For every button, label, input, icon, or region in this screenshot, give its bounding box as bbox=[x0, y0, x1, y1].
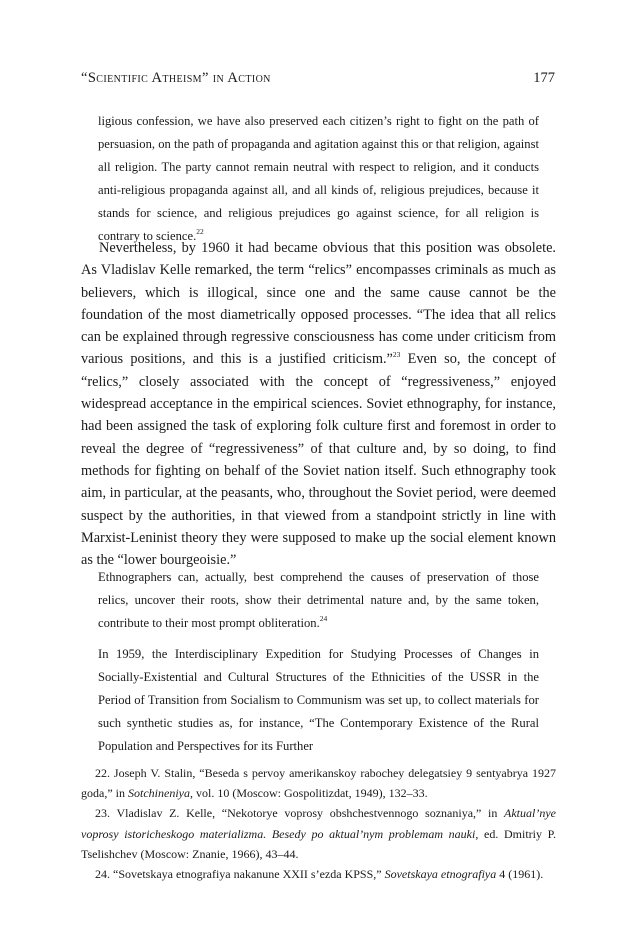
page-number: 177 bbox=[533, 70, 555, 86]
footnotes bbox=[81, 763, 556, 884]
footnote-23: 23. Vladislav Z. Kelle, “Nekotorye voprosy obshchestvennogo soznaniya,” in Aktual’nye voprosy istoricheskogo materializma. Besedy po aktual’nym problemam nauki, ed. Dmitriy P. Tselishchev (Moscow: Znanie, 1966), 43–44. bbox=[81, 806, 556, 861]
block-quote-text: In 1959, the Interdisciplinary Expedition for Studying Processes of Changes in Socially-Existential and Cultural Structures of the Ethnicities of the USSR in the Period of Transition from Socialism to Communism was set up, to collect materials for such synthetic studies as, for instance, “The Contemporary Existence of the Rural Population and Perspectives for its Further bbox=[98, 647, 539, 753]
footnote-ref-23: 23 bbox=[392, 350, 401, 360]
footnote-ref-24: 24 bbox=[319, 614, 328, 623]
footnote-22: 22. Joseph V. Stalin, “Beseda s pervoy amerikanskoy rabochey delegatsiey 9 sentyabrya 1927 goda,” in Sotchineniya, vol. 10 (Moscow: Gospolitizdat, 1949), 132–33. bbox=[81, 766, 556, 801]
block-quote-text: ligious confession, we have also preserved each citizen’s right to fight on the path of persuasion, on the path of propaganda and agitation against this or that religion, against all religion. The party cannot remain neutral with respect to religion, and it conducts anti-religious propaganda against all, and all kinds of, religious prejudices, because it stands for science, and religious prejudices go against science, for all religion is contrary to science.$^{22}$ bbox=[98, 114, 539, 243]
block-quote-ethnographers bbox=[98, 566, 539, 635]
running-head-title: “Scientific Atheism” in Action bbox=[81, 70, 271, 86]
block-quote-stalin bbox=[98, 110, 539, 248]
footnote-24: 24. “Sovetskaya etnografiya nakanune XXII s’ezda KPSS,” Sovetskaya etnografiya 4 (1961). bbox=[95, 867, 544, 882]
footnote-ref-22: 22 bbox=[196, 227, 204, 236]
block-quote-text: Ethnographers can, actually, best comprehend the causes of preservation of those relics, uncover their roots, show their detrimental nature and, by the same token, contribute to their most prompt obliteration.$^{24}$ bbox=[98, 570, 539, 630]
body-paragraph: Nevertheless, by 1960 it had became obvious that this position was obsolete. As Vladislav Kelle remarked, the term “relics” encompasses criminals as much as believers, which is illogical, since one and the same cause cannot be the foundation of the most diametrically opposed processes. “The idea that all relics can be explained through regressive consciousness has come under criticism from various positions, and this is a justified criticism.”$^{23}$ Even so, the concept of “relics,” closely associated with the concept of “regressiveness,” enjoyed widespread acceptance in the empirical sciences. Soviet ethnography, for instance, had been assigned the task of exploring folk culture first and foremost in order to reveal the degree of “regressiveness” of that culture and, by so doing, to find methods for fighting on behalf of the Soviet nation itself. Such ethnography took aim, in particular, at the peasants, who, throughout the Soviet period, were deemed suspect by the authorities, in that viewed from a standpoint strictly in line with Marxist-Leninist theory they were supposed to make up the social element known as the “lower bourgeoisie.” bbox=[81, 240, 556, 569]
block-quote-expedition bbox=[98, 643, 539, 758]
running-head bbox=[81, 70, 555, 87]
